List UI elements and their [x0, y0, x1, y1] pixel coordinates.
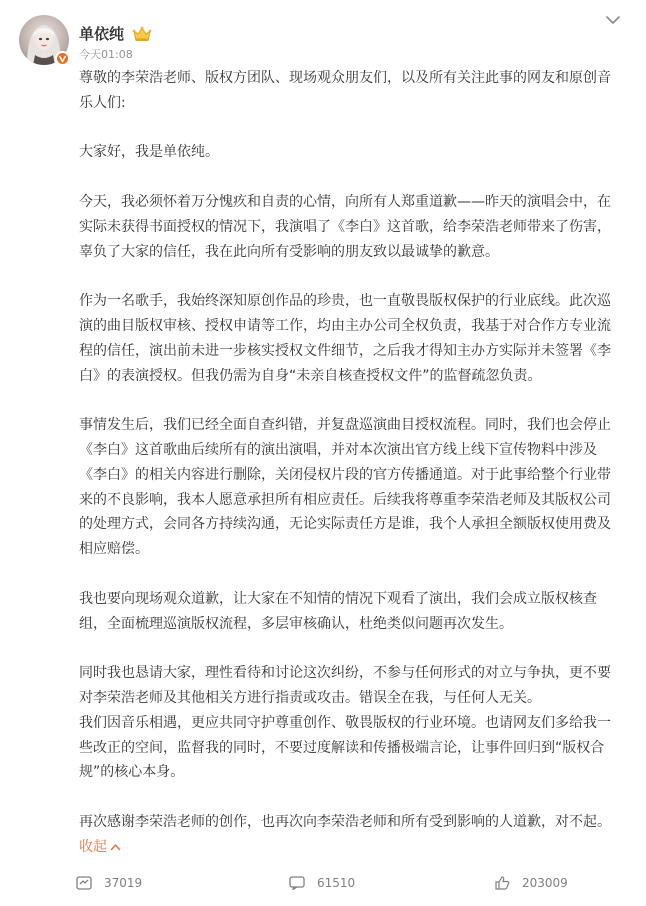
post-paragraph: 大家好，我是单依纯。 [79, 144, 219, 161]
post-paragraph: 再次感谢李荣浩老师的创作，也再次向李荣浩老师和所有受到影响的人道歉，对不起。 [79, 813, 611, 830]
post-paragraph: 事情发生后，我们已经全面自查纠错，并复盘巡演曲目授权流程。同时，我们也会停止《李白》这首歌曲后续所有的演出演唱，并对本次演出官方线上线下宣传物料中涉及《李白》的相关内容进行删除，关闭侵权片段的官方传播通道。对于此事给整个行业带来的不良影响，我本人愿意承担所有相应责任。后续我将尊重李荣浩老师及其版权公司的处理方式，会同各方持续沟通，无论实际责任方是谁，我个人承担全额版权使用费及相应赔偿。 [79, 417, 611, 558]
avatar[interactable] [19, 15, 69, 65]
post-timestamp[interactable]: 今天01:08 [79, 48, 133, 61]
chevron-down-icon[interactable] [604, 11, 622, 29]
post-paragraph: 作为一名歌手，我始终深知原创作品的珍贵，也一直敬畏版权保护的行业底线。此次巡演的曲目版权审核、授权申请等工作，均由主办公司全权负责，我基于对合作方专业流程的信任，演出前未进一步核实授权文件细节，之后我才得知主办方实际并未签署《李白》的表演授权。但我仍需为自身“未亲自核查授权文件”的监督疏忽负责。 [79, 293, 611, 384]
collapse-button[interactable] [79, 836, 121, 858]
username[interactable]: 单依纯 [79, 25, 125, 43]
post-paragraph: 尊敬的李荣浩老师、版权方团队、现场观众朋友们，以及所有关注此事的网友和原创音乐人们: [79, 70, 611, 111]
post-paragraph: 同时我也恳请大家，理性看待和讨论这次纠纷，不参与任何形式的对立与争执，更不要对李荣浩老师及其他相关方进行指责或攻击。错误全在我，与任何人无关。 我们因音乐相遇，更应共同守护尊重创作、敬畏版权的行业环境。也请网友们多给我一些改正的空间，监督我的同时，不要过度解读和传播极端言论，让事件回归到“版权合规”的核心本身。 [79, 665, 611, 781]
verified-v-icon [55, 51, 70, 66]
repost-count: 37019 [104, 876, 143, 890]
action-bar [0, 876, 646, 906]
post-paragraph: 今天，我必须怀着万分愧疚和自责的心情，向所有人郑重道歉——昨天的演唱会中，在实际未获得书面授权的情况下，我演唱了《李白》这首歌，给李荣浩老师带来了伤害，辜负了大家的信任，我在此向所有受影响的朋友致以最诚挚的歉意。 [79, 193, 611, 260]
post-header [0, 0, 646, 70]
comment-count: 61510 [317, 876, 356, 890]
chevron-up-icon [110, 843, 121, 851]
crown-icon[interactable] [132, 26, 152, 42]
like-count: 203009 [522, 876, 568, 890]
collapse-label: 收起 [79, 838, 107, 855]
post-paragraph: 我也要向现场观众道歉，让大家在不知情的情况下观看了演出，我们会成立版权核查组，全面梳理巡演版权流程，多层审核确认，杜绝类似问题再次发生。 [79, 590, 597, 632]
username-row [79, 24, 152, 44]
post-body [79, 66, 615, 858]
